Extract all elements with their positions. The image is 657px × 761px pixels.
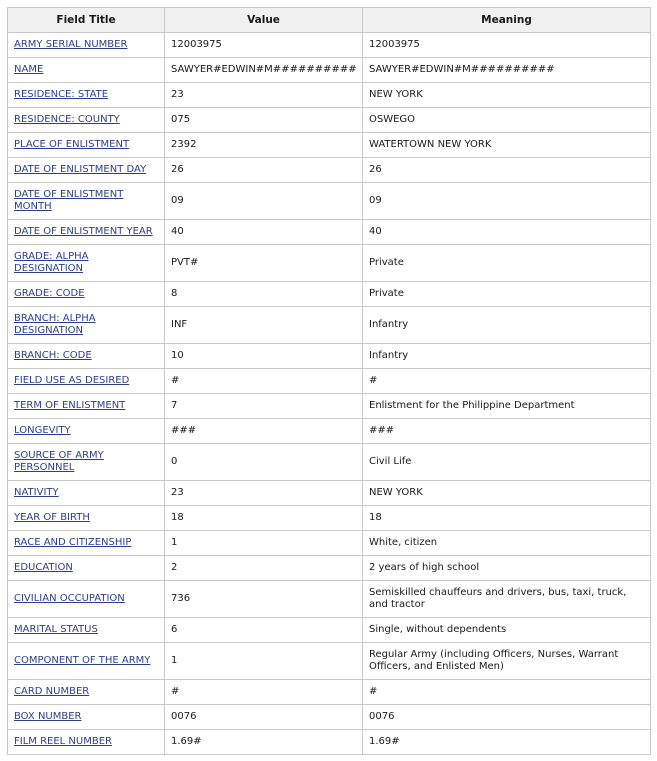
meaning-cell: Regular Army (including Officers, Nurses, Warrant Officers, and Enlisted Men): [363, 643, 651, 680]
meaning-cell: SAWYER#EDWIN#M##########: [363, 58, 651, 83]
value-cell: 26: [165, 158, 363, 183]
table-row: [8, 680, 651, 705]
field-title-cell: [8, 245, 165, 282]
field-title-cell: [8, 33, 165, 58]
field-title-cell: [8, 133, 165, 158]
field-title-cell: [8, 183, 165, 220]
meaning-cell: 26: [363, 158, 651, 183]
meaning-cell: Semiskilled chauffeurs and drivers, bus, taxi, truck, and tractor: [363, 581, 651, 618]
table-row: [8, 83, 651, 108]
table-row: [8, 245, 651, 282]
meaning-cell: #: [363, 369, 651, 394]
value-cell: #: [165, 680, 363, 705]
field-title-cell: [8, 581, 165, 618]
field-title-link[interactable]: DATE OF ENLISTMENT MONTH: [14, 189, 124, 212]
header-value: Value: [165, 8, 363, 33]
meaning-cell: Infantry: [363, 307, 651, 344]
field-title-link[interactable]: NAME: [14, 64, 44, 75]
table-row: [8, 643, 651, 680]
meaning-cell: Private: [363, 245, 651, 282]
field-title-cell: [8, 394, 165, 419]
value-cell: 1.69#: [165, 730, 363, 755]
value-cell: 09: [165, 183, 363, 220]
meaning-cell: 18: [363, 506, 651, 531]
field-title-cell: [8, 220, 165, 245]
meaning-cell: NEW YORK: [363, 481, 651, 506]
meaning-cell: ###: [363, 419, 651, 444]
table-body: [8, 33, 651, 755]
value-cell: 23: [165, 481, 363, 506]
value-cell: 18: [165, 506, 363, 531]
field-title-cell: [8, 506, 165, 531]
field-title-cell: [8, 419, 165, 444]
table-row: [8, 344, 651, 369]
field-title-link[interactable]: EDUCATION: [14, 562, 73, 573]
field-title-link[interactable]: FIELD USE AS DESIRED: [14, 375, 130, 386]
field-title-cell: [8, 158, 165, 183]
table-header-row: [8, 8, 651, 33]
value-cell: PVT#: [165, 245, 363, 282]
field-title-cell: [8, 344, 165, 369]
table-row: [8, 158, 651, 183]
value-cell: 075: [165, 108, 363, 133]
table-row: [8, 481, 651, 506]
table-row: [8, 33, 651, 58]
field-title-cell: [8, 481, 165, 506]
field-title-cell: [8, 83, 165, 108]
header-meaning: Meaning: [363, 8, 651, 33]
field-title-link[interactable]: FILM REEL NUMBER: [14, 736, 112, 747]
field-title-link[interactable]: DATE OF ENLISTMENT YEAR: [14, 226, 153, 237]
meaning-cell: NEW YORK: [363, 83, 651, 108]
field-title-link[interactable]: GRADE: ALPHA DESIGNATION: [14, 251, 89, 274]
field-title-cell: [8, 108, 165, 133]
meaning-cell: White, citizen: [363, 531, 651, 556]
value-cell: 8: [165, 282, 363, 307]
table-row: [8, 531, 651, 556]
table-row: [8, 220, 651, 245]
table-row: [8, 307, 651, 344]
field-title-cell: [8, 531, 165, 556]
value-cell: 12003975: [165, 33, 363, 58]
field-title-link[interactable]: RESIDENCE: STATE: [14, 89, 109, 100]
field-title-link[interactable]: COMPONENT OF THE ARMY: [14, 655, 151, 666]
meaning-cell: 09: [363, 183, 651, 220]
value-cell: #: [165, 369, 363, 394]
field-title-link[interactable]: BOX NUMBER: [14, 711, 82, 722]
meaning-cell: OSWEGO: [363, 108, 651, 133]
table-row: [8, 369, 651, 394]
table-row: [8, 394, 651, 419]
field-title-link[interactable]: BRANCH: CODE: [14, 350, 92, 361]
field-title-cell: [8, 556, 165, 581]
value-cell: INF: [165, 307, 363, 344]
value-cell: 1: [165, 531, 363, 556]
value-cell: ###: [165, 419, 363, 444]
meaning-cell: Private: [363, 282, 651, 307]
field-title-link[interactable]: NATIVITY: [14, 487, 59, 498]
value-cell: 2: [165, 556, 363, 581]
field-title-cell: [8, 680, 165, 705]
value-cell: 10: [165, 344, 363, 369]
field-title-link[interactable]: CARD NUMBER: [14, 686, 90, 697]
table-row: [8, 282, 651, 307]
table-row: [8, 556, 651, 581]
field-title-cell: [8, 618, 165, 643]
table-row: [8, 506, 651, 531]
table-row: [8, 581, 651, 618]
table-row: [8, 444, 651, 481]
field-title-link[interactable]: GRADE: CODE: [14, 288, 85, 299]
field-title-link[interactable]: ARMY SERIAL NUMBER: [14, 39, 128, 50]
field-title-link[interactable]: CIVILIAN OCCUPATION: [14, 593, 125, 604]
header-field-title: Field Title: [8, 8, 165, 33]
meaning-cell: 2 years of high school: [363, 556, 651, 581]
meaning-cell: 40: [363, 220, 651, 245]
field-title-cell: [8, 705, 165, 730]
table-row: [8, 108, 651, 133]
field-title-link[interactable]: DATE OF ENLISTMENT DAY: [14, 164, 147, 175]
field-title-cell: [8, 58, 165, 83]
meaning-cell: Enlistment for the Philippine Department: [363, 394, 651, 419]
field-title-cell: [8, 444, 165, 481]
value-cell: 23: [165, 83, 363, 108]
field-title-link[interactable]: BRANCH: ALPHA DESIGNATION: [14, 313, 96, 336]
meaning-cell: Civil Life: [363, 444, 651, 481]
field-title-link[interactable]: RESIDENCE: COUNTY: [14, 114, 120, 125]
field-title-link[interactable]: RACE AND CITIZENSHIP: [14, 537, 132, 548]
meaning-cell: 0076: [363, 705, 651, 730]
table-row: [8, 133, 651, 158]
value-cell: SAWYER#EDWIN#M##########: [165, 58, 363, 83]
table-row: [8, 419, 651, 444]
table-row: [8, 618, 651, 643]
table-row: [8, 183, 651, 220]
value-cell: 0076: [165, 705, 363, 730]
meaning-cell: 1.69#: [363, 730, 651, 755]
field-title-cell: [8, 643, 165, 680]
table-row: [8, 705, 651, 730]
field-title-cell: [8, 369, 165, 394]
field-title-link[interactable]: MARITAL STATUS: [14, 624, 98, 635]
meaning-cell: 12003975: [363, 33, 651, 58]
field-title-cell: [8, 730, 165, 755]
value-cell: 1: [165, 643, 363, 680]
field-title-link[interactable]: YEAR OF BIRTH: [14, 512, 90, 523]
value-cell: 7: [165, 394, 363, 419]
value-cell: 736: [165, 581, 363, 618]
value-cell: 0: [165, 444, 363, 481]
value-cell: 6: [165, 618, 363, 643]
field-title-link[interactable]: TERM OF ENLISTMENT: [14, 400, 126, 411]
value-cell: 40: [165, 220, 363, 245]
field-title-cell: [8, 307, 165, 344]
record-container: [7, 7, 650, 755]
value-cell: 2392: [165, 133, 363, 158]
field-title-link[interactable]: LONGEVITY: [14, 425, 71, 436]
table-row: [8, 730, 651, 755]
table-row: [8, 58, 651, 83]
meaning-cell: Single, without dependents: [363, 618, 651, 643]
meaning-cell: WATERTOWN NEW YORK: [363, 133, 651, 158]
field-title-cell: [8, 282, 165, 307]
enlistment-record-table: [7, 7, 651, 755]
field-title-link[interactable]: PLACE OF ENLISTMENT: [14, 139, 130, 150]
meaning-cell: Infantry: [363, 344, 651, 369]
field-title-link[interactable]: SOURCE OF ARMY PERSONNEL: [14, 450, 104, 473]
meaning-cell: #: [363, 680, 651, 705]
